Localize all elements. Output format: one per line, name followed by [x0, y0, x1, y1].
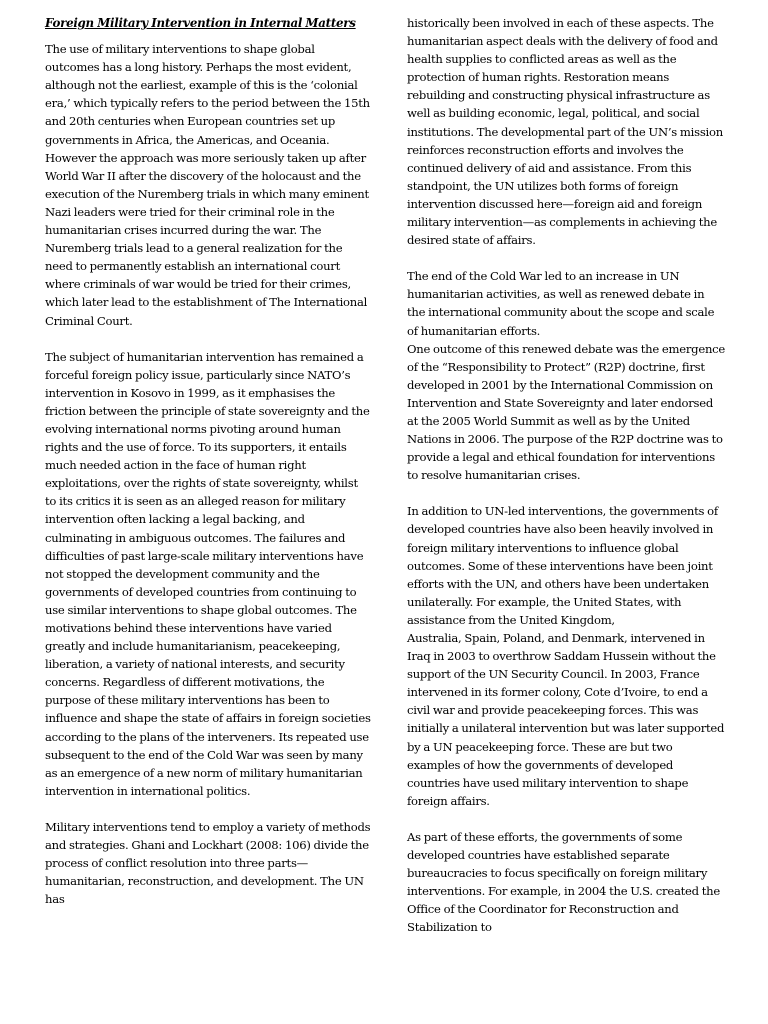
paragraph-humanitarian-intervention: The subject of humanitarian intervention has remained a forceful foreign policy issue, particularly since NATO’s intervention in Kosovo in 1999, as it emphasises the friction between the principle of state sovereignty and the evolving international norms pivoting around human rights and the use of force. To its supporters, it entails much needed action in the face of human right exploitations, over the rights of state sovereignty, whilst to its critics it is seen as an alleged reason for military intervention often lacking a legal backing, and culminating in ambiguous outcomes. The failures and difficulties of past large-scale military interventions have not stopped the development community and the governments of developed countries from continuing to use similar interventions to shape global outcomes. The motivations behind these interventions have varied greatly and include humanitarianism, peacekeeping, liberation, a variety of national interests, and security concerns. Regardless of different motivations, the purpose of these military interventions has been to influence and shape the state of affairs in foreign societies according to the plans of the interveners. Its repeated use subsequent to the end of the Cold War was seen by many as an emergence of a new norm of military humanitarian intervention in international politics. [45, 349, 371, 798]
document-title [45, 14, 371, 32]
paragraph-iraq-cote-divoire: Australia, Spain, Poland, and Denmark, intervened in Iraq in 2003 to overthrow Saddam Hussein without the support of the UN Security Council. In 2003, France intervened in its former colony, Cote d’Ivoire, to end a civil war and provide peacekeeping forces. This was initially a unilateral intervention but was later supported by a UN peacekeeping force. These are but two examples of how the governments of developed countries have used military intervention to shape foreign affairs. [407, 631, 725, 808]
left-column [45, 14, 371, 908]
paragraph-methods-strategies: Military interventions tend to employ a variety of methods and strategies. Ghani and Lockhart (2008: 106) divide the process of conflict resolution into three parts—humanitarian, reconstruction, and development. The UN has [45, 819, 371, 907]
paragraph-r2p-doctrine: One outcome of this renewed debate was the emergence of the “Responsibility to Protect” (R2P) doctrine, first developed in 2001 by the International Commission on Intervention and State Sovereignty and later endorsed at the 2005 World Summit as well as by the United Nations in 2006. The purpose of the R2P doctrine was to provide a legal and ethical foundation for interventions to resolve humanitarian crises. [407, 341, 726, 483]
paragraph-bureaucracies: As part of these efforts, the governments of some developed countries have established separate bureaucracies to focus specifically on foreign military interventions. For example, in 2004 the U.S. created the Office of the Coordinator for Reconstruction and Stabilization to [407, 829, 720, 935]
right-column [407, 14, 725, 937]
document-title-text: Foreign Military Intervention in Internal Matters [45, 16, 356, 30]
paragraph-un-aspects: historically been involved in each of these aspects. The humanitarian aspect deals with the delivery of food and health supplies to conflicted areas as well as the protection of human rights. Restoration means rebuilding and constructing physical infrastructure as well as building economic, legal, political, and social institutions. The developmental part of the UN’s mission reinforces reconstruction efforts and involves the continued delivery of aid and assistance. From this standpoint, the UN utilizes both forms of foreign intervention discussed here—foreign aid and foreign military intervention—as complements in achieving the desired state of affairs. [407, 16, 723, 248]
paragraph-cold-war-end: The end of the Cold War led to an increase in UN humanitarian activities, as well as renewed debate in the international community about the scope and scale of humanitarian efforts. [407, 269, 715, 338]
paragraph-colonial-history: The use of military interventions to shape global outcomes has a long history. Perhaps the most evident, although not the earliest, example of this is the ‘colonial era,’ which typically refers to the period between the 15th and 20th centuries when European countries set up governments in Africa, the Americas, and Oceania. However the approach was more seriously taken up after World War II after the discovery of the holocaust and the execution of the Nuremberg trials in which many eminent Nazi leaders were tried for their criminal role in the humanitarian crises incurred during the war. The Nuremberg trials lead to a general realization for the need to permanently establish an international court where criminals of war would be tried for their crimes, which later lead to the establishment of The International Criminal Court. [45, 42, 370, 328]
paragraph-developed-countries: In addition to UN-led interventions, the governments of developed countries have also been heavily involved in foreign military interventions to influence global outcomes. Some of these interventions have been joint efforts with the UN, and others have been undertaken unilaterally. For example, the United States, with assistance from the United Kingdom, [407, 504, 718, 627]
